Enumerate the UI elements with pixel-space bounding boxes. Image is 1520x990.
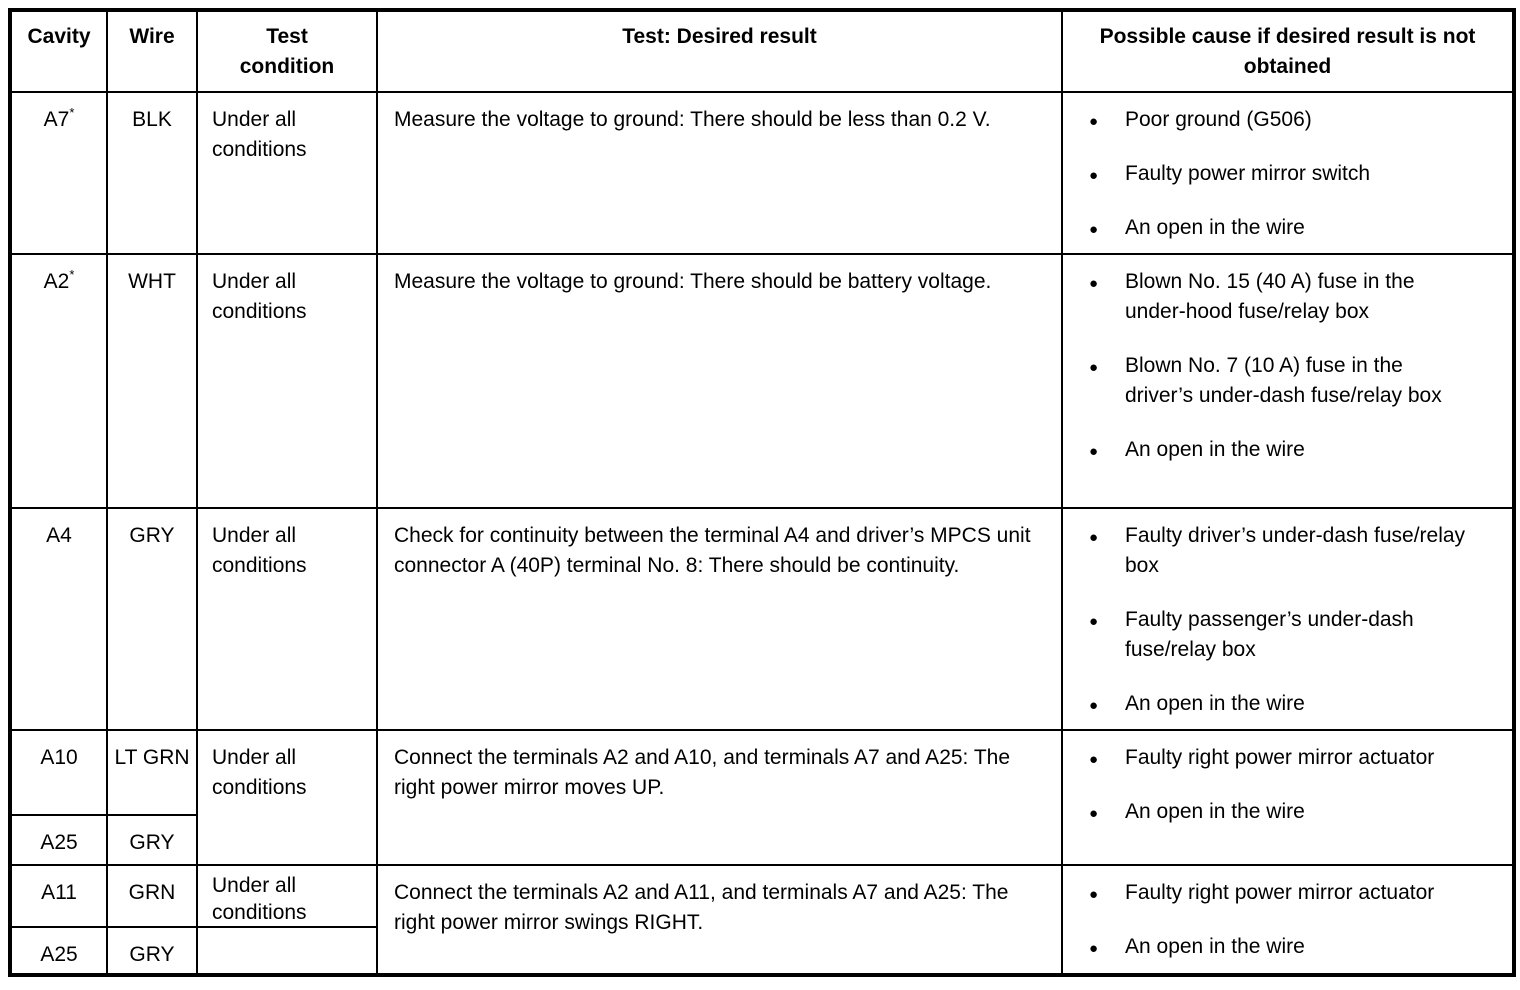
table-row <box>10 254 1514 508</box>
cause-text: An open in the wire <box>1125 216 1305 239</box>
cause-item <box>1089 435 1474 465</box>
wire-cell: WHT <box>107 254 197 508</box>
table-row <box>10 730 1514 815</box>
cause-item <box>1089 932 1474 962</box>
cause-text: Faulty power mirror switch <box>1125 162 1371 185</box>
header-test-condition-label: Test condition <box>239 25 335 78</box>
cause-list <box>1089 878 1474 962</box>
cause-item <box>1089 351 1474 411</box>
header-wire <box>107 10 197 92</box>
cavity-cell: A25 <box>10 927 107 975</box>
cause-text: Blown No. 15 (40 A) fuse in the under-hood fuse/relay box <box>1125 270 1415 323</box>
wire-cell: GRY <box>107 815 197 865</box>
wire-cell: BLK <box>107 92 197 254</box>
header-test-result-label: Test: Desired result <box>622 25 817 48</box>
cause-item <box>1089 105 1474 135</box>
cavity-cell <box>10 92 107 254</box>
header-possible-cause-label: Possible cause if desired result is not obtained <box>1099 25 1476 78</box>
cavity-cell: A4 <box>10 508 107 730</box>
cause-item <box>1089 878 1474 908</box>
cause-text: Faulty right power mirror actuator <box>1125 881 1435 904</box>
cause-list <box>1089 743 1474 827</box>
cavity-label: A7 <box>43 108 70 131</box>
table-row <box>10 865 1514 927</box>
cause-text: An open in the wire <box>1125 800 1305 823</box>
cause-text: Faulty right power mirror actuator <box>1125 746 1435 769</box>
bullet-icon <box>1089 213 1098 245</box>
condition-cell: Under all conditions <box>197 92 377 254</box>
bullet-icon <box>1089 351 1098 383</box>
bullet-icon <box>1089 743 1098 775</box>
cause-text: Faulty passenger’s under-dash fuse/relay box <box>1125 608 1414 661</box>
header-possible-cause <box>1062 10 1514 92</box>
condition-cell: Under all conditions <box>197 508 377 730</box>
table-row <box>10 92 1514 254</box>
cause-text: An open in the wire <box>1125 692 1305 715</box>
cause-item <box>1089 213 1474 243</box>
bullet-icon <box>1089 689 1098 721</box>
cause-text: Poor ground (G506) <box>1125 108 1312 131</box>
cause-list <box>1089 105 1474 243</box>
cavity-cell: A25 <box>10 815 107 865</box>
cause-list <box>1089 521 1474 719</box>
cause-cell <box>1062 508 1514 730</box>
bullet-icon <box>1089 605 1098 637</box>
bullet-icon <box>1089 267 1098 299</box>
footnote-asterisk: * <box>69 105 75 120</box>
cause-cell <box>1062 730 1514 865</box>
wire-cell: GRY <box>107 927 197 975</box>
test-cell: Check for continuity between the terminal A4 and driver’s MPCS unit connector A (40P) terminal No. 8: There should be continuity. <box>377 508 1062 730</box>
cause-item <box>1089 159 1474 189</box>
header-cavity <box>10 10 107 92</box>
troubleshooting-table <box>8 8 1516 977</box>
condition-cell: Under all conditions <box>197 254 377 508</box>
header-wire-label: Wire <box>129 25 175 48</box>
cause-item <box>1089 267 1474 327</box>
header-cavity-label: Cavity <box>27 25 91 48</box>
header-test-condition <box>197 10 377 92</box>
test-cell: Connect the terminals A2 and A11, and terminals A7 and A25: The right power mirror swings RIGHT. <box>377 865 1062 975</box>
bullet-icon <box>1089 105 1098 137</box>
cause-cell <box>1062 254 1514 508</box>
cause-text: An open in the wire <box>1125 935 1305 958</box>
condition-cell: Under all conditions <box>197 730 377 865</box>
bullet-icon <box>1089 878 1098 910</box>
condition-cell: Under all conditions <box>197 865 377 927</box>
cavity-label: A2 <box>43 270 70 293</box>
cause-text: An open in the wire <box>1125 438 1305 461</box>
bullet-icon <box>1089 159 1098 191</box>
cause-cell <box>1062 865 1514 975</box>
header-test-result <box>377 10 1062 92</box>
cause-item <box>1089 521 1474 581</box>
footnote-asterisk: * <box>69 267 75 282</box>
wire-cell: GRN <box>107 865 197 927</box>
cause-list <box>1089 267 1474 465</box>
cavity-cell: A11 <box>10 865 107 927</box>
cause-item <box>1089 689 1474 719</box>
bullet-icon <box>1089 797 1098 829</box>
cause-item <box>1089 797 1474 827</box>
condition-cell-empty <box>197 927 377 975</box>
test-cell: Measure the voltage to ground: There should be battery voltage. <box>377 254 1062 508</box>
bullet-icon <box>1089 932 1098 964</box>
wire-cell: GRY <box>107 508 197 730</box>
test-cell: Connect the terminals A2 and A10, and terminals A7 and A25: The right power mirror moves UP. <box>377 730 1062 865</box>
cause-item <box>1089 605 1474 665</box>
cavity-cell <box>10 254 107 508</box>
bullet-icon <box>1089 435 1098 467</box>
cavity-cell: A10 <box>10 730 107 815</box>
cause-cell <box>1062 92 1514 254</box>
bullet-icon <box>1089 521 1098 553</box>
header-row <box>10 10 1514 92</box>
wire-cell: LT GRN <box>107 730 197 815</box>
test-cell: Measure the voltage to ground: There should be less than 0.2 V. <box>377 92 1062 254</box>
table-row <box>10 508 1514 730</box>
cause-text: Blown No. 7 (10 A) fuse in the driver’s under-dash fuse/relay box <box>1125 354 1442 407</box>
cause-item <box>1089 743 1474 773</box>
cause-text: Faulty driver’s under-dash fuse/relay box <box>1125 524 1466 577</box>
